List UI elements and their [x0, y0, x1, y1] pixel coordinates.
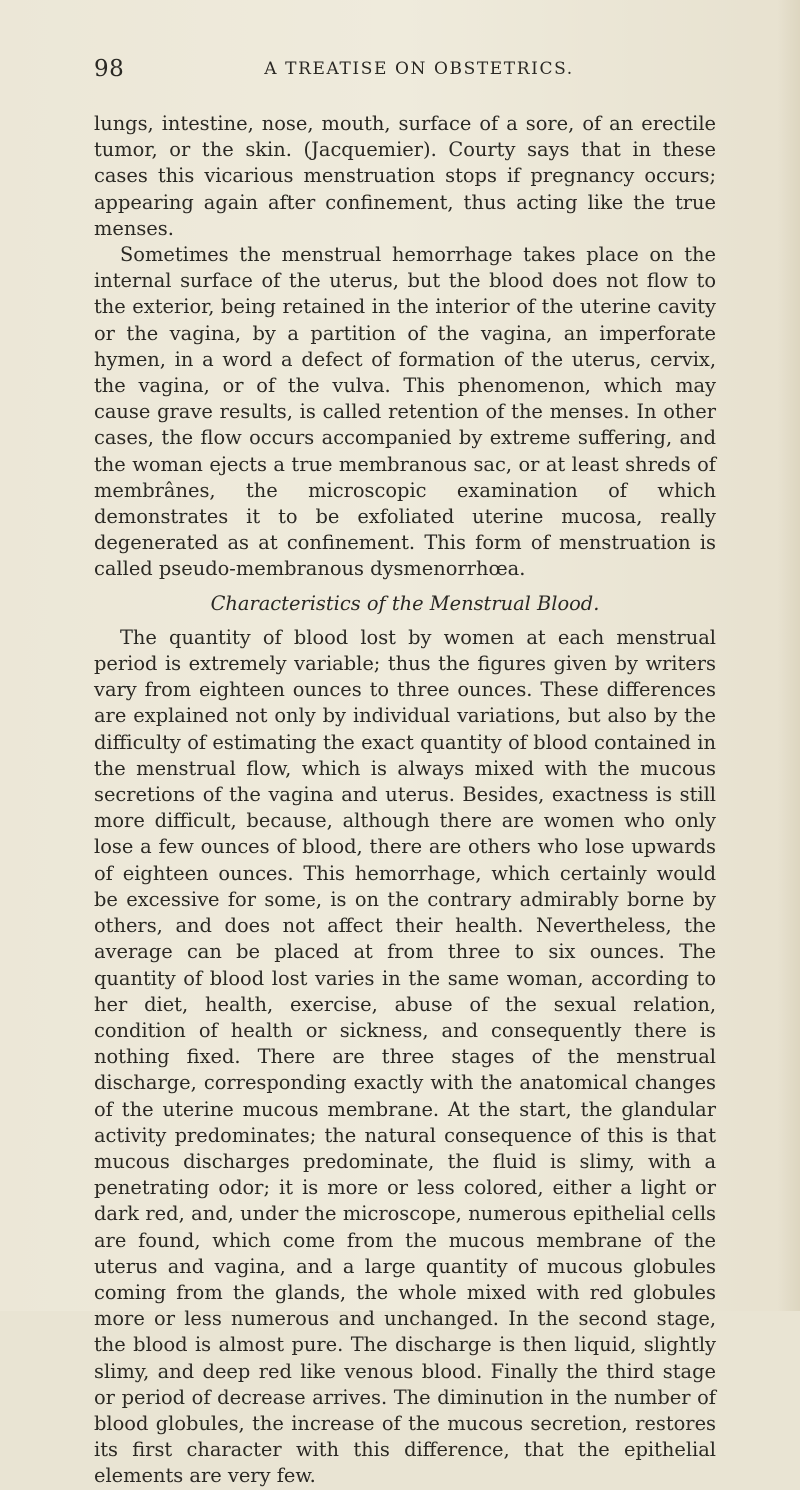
- running-title: A TREATISE ON OBSTETRICS.: [264, 59, 574, 79]
- paragraph-2: Sometimes the menstrual hemorrhage takes place on the internal surface of the uterus, but the blood does not flow to the exterior, being retained in the interior of the uterine cavity or the vagina, by a partition of the vagina, an imperforate hymen, in a word a defect of formation of the uterus, cervix, the vagina, or of the vulva. This phenomenon, which may cause grave results, is called retention of the menses. In other cases, the flow occurs accompanied by extreme suffering, and the woman ejects a true membranous sac, or at least shreds of membrânes, the microscopic examination of which demonstrates it to be exfoliated uterine mucosa, really degenerated as at confinement. This form of menstruation is called pseudo-membranous dysmenorrhœa.: [94, 243, 716, 581]
- paragraph-1: lungs, intestine, nose, mouth, surface of a sore, of an erectile tumor, or the skin. (Jacquemier). Courty says that in these cases this vicarious menstruation stops if pregnancy occurs; appearing again after confinement, thus acting like the true menses.: [94, 112, 716, 240]
- page-number: 98: [94, 56, 125, 82]
- page-header: [94, 56, 714, 86]
- paragraph-3: The quantity of blood lost by women at each menstrual period is extremely variable; thus the figures given by writers vary from eighteen ounces to three ounces. These differences are explained not only by individual variations, but also by the difficulty of estimating the exact quantity of blood contained in the menstrual flow, which is always mixed with the mucous secretions of the vagina and uterus. Besides, exactness is still more difficult, because, although there are women who only lose a few ounces of blood, there are others who lose upwards of eighteen ounces. This hemorrhage, which certainly would be excessive for some, is on the contrary admirably borne by others, and does not affect their health. Nevertheless, the average can be placed at from three to six ounces. The quantity of blood lost varies in the same woman, according to her diet, health, exercise, abuse of the sexual relation, condition of health or sickness, and consequently there is nothing fixed. There are three stages of the menstrual discharge, corresponding exactly with the anatomical changes of the uterine mucous membrane. At the start, the glandular activity predominates; the natural consequence of this is that mucous discharges predominate, the fluid is slimy, with a penetrating odor; it is more or less colored, either a light or dark red, and, under the microscope, numerous epithelial cells are found, which come from the mucous membrane of the uterus and vagina, and a large quantity of mucous globules coming from the glands, the whole mixed with red globules more or less numerous and unchanged. In the second stage, the blood is almost pure. The discharge is then liquid, slightly slimy, and deep red like venous blood. Finally the third stage or period of decrease arrives. The diminution in the number of blood globules, the increase of the mucous secretion, restores its first character with this difference, that the epithelial elements are very few.: [94, 625, 716, 1488]
- page-edge-shadow: [778, 0, 800, 1311]
- section-heading: Characteristics of the Menstrual Blood.: [210, 591, 600, 615]
- body-text: [94, 111, 716, 1490]
